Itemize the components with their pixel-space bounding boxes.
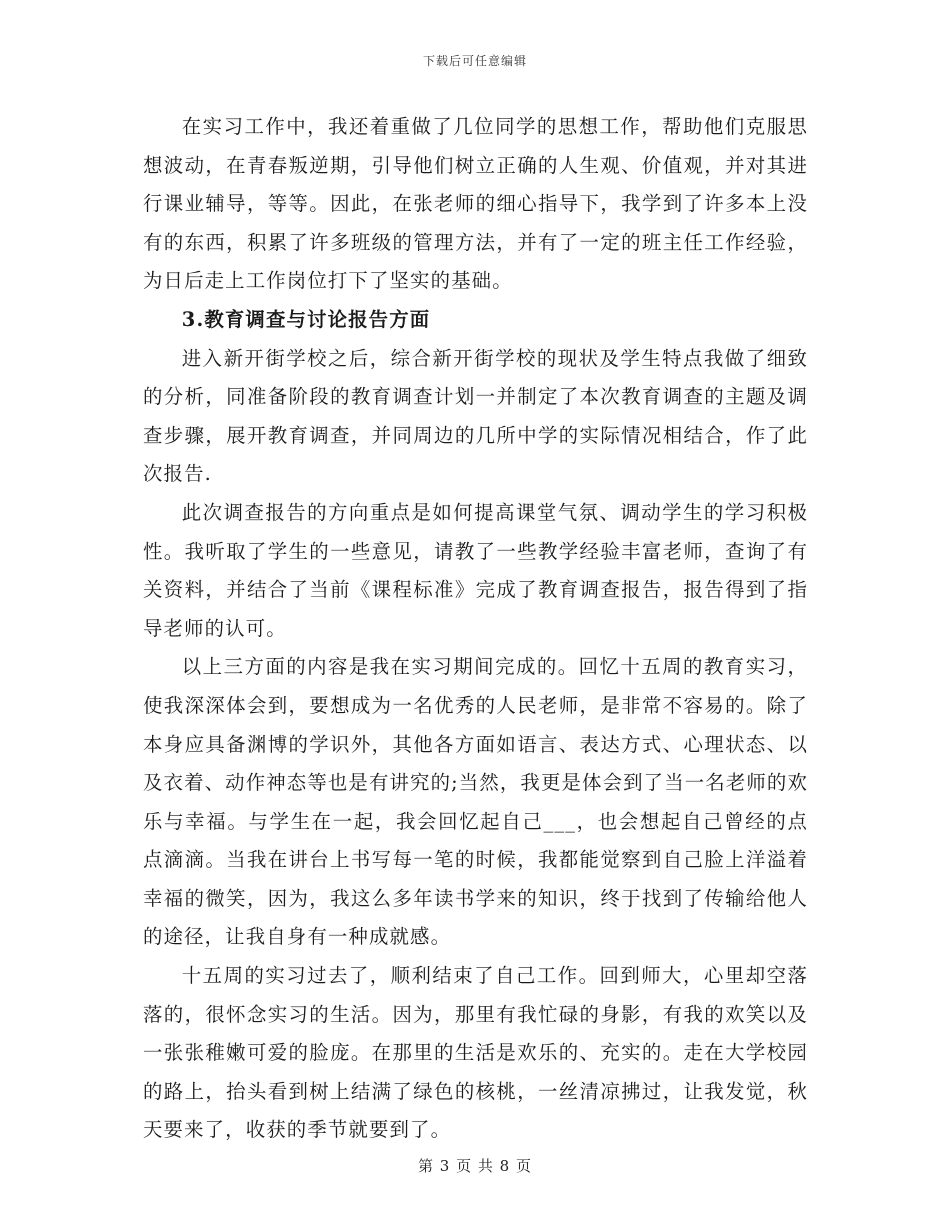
page-number: 第 3 页 共 8 页 [418,1157,532,1175]
section-heading: 3.教育调查与讨论报告方面 [181,307,431,331]
paragraph: 在实习工作中，我还着重做了几位同学的思想工作，帮助他们克服思想波动，在青春叛逆期，引导他们树立正确的人生观、价值观，并对其进行课业辅导，等等。因此，在张老师的细心指导下，我学到了许多本上没有的东西，积累了许多班级的管理方法，并有了一定的班主任工作经验，为日后走上工作岗位打下了坚实的基础。 [143,115,808,293]
document-body [143,108,808,1150]
header-note: 下载后可任意编辑 [422,54,527,68]
paragraph: 十五周的实习过去了，顺利结束了自己工作。回到师大，心里却空落落的，很怀念实习的生活。因为，那里有我忙碌的身影，有我的欢笑以及一张张稚嫩可爱的脸庞。在那里的生活是欢乐的、充实的。走在大学校园的路上，抬头看到树上结满了绿色的核桃，一丝清凉拂过，让我发觉，秋天要来了，收获的季节就要到了。 [143,964,808,1142]
paragraph: 进入新开街学校之后，综合新开街学校的现状及学生特点我做了细致的分析，同准备阶段的教育调查计划一并制定了本次教育调查的主题及调查步骤，展开教育调查，并同周边的几所中学的实际情况相结合，作了此次报告. [143,346,808,486]
paragraph: 此次调查报告的方向重点是如何提高课堂气氛、调动学生的学习积极性。我听取了学生的一些意见，请教了一些教学经验丰富老师，查询了有关资料，并结合了当前《课程标准》完成了教育调查报告，报告得到了指导老师的认可。 [143,500,808,640]
paragraph: 以上三方面的内容是我在实习期间完成的。回忆十五周的教育实习，使我深深体会到，要想成为一名优秀的人民老师，是非常不容易的。除了本身应具备渊博的学识外，其他各方面如语言、表达方式、心理状态、以及衣着、动作神态等也是有讲究的;当然，我更是体会到了当一名老师的欢乐与幸福。与学生在一起，我会回忆起自己___，也会想起自己曾经的点点滴滴。当我在讲台上书写每一笔的时候，我都能觉察到自己脸上洋溢着幸福的微笑，因为，我这么多年读书学来的知识，终于找到了传输给他人的途径，让我自身有一种成就感。 [143,655,808,949]
